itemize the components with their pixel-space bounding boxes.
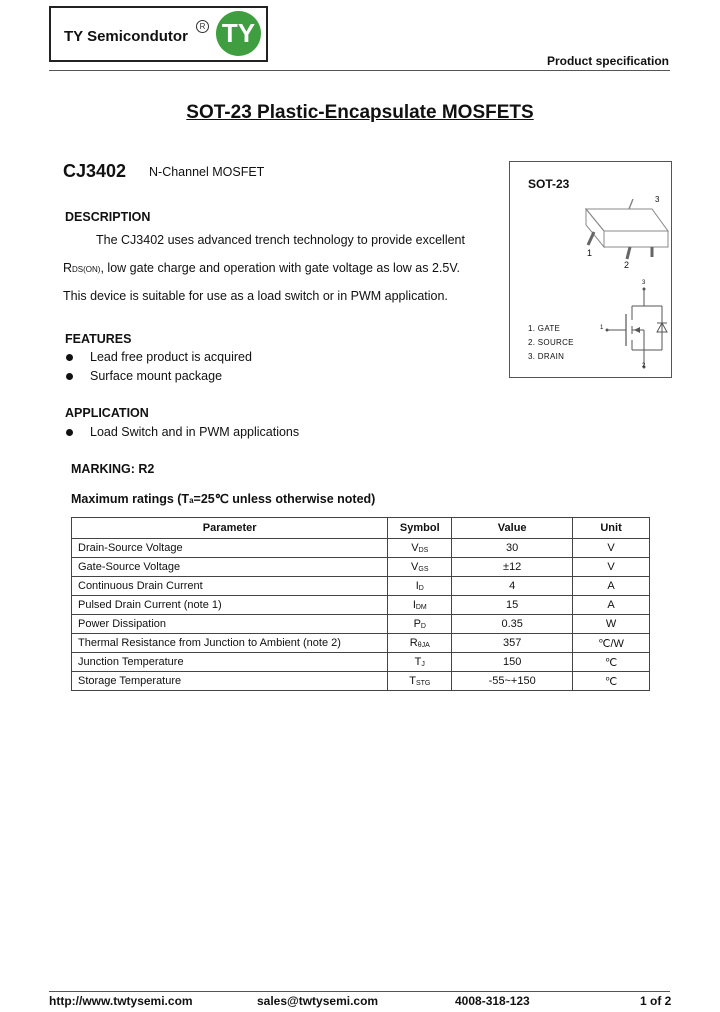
unit-cell: ℃ <box>573 653 650 672</box>
ratings-heading-suffix: =25℃ unless otherwise noted) <box>193 492 376 506</box>
column-header: Parameter <box>72 518 388 539</box>
column-header: Unit <box>573 518 650 539</box>
description-line-3: This device is suitable for use as a load switch or in PWM application. <box>63 289 448 303</box>
page-title: SOT-23 Plastic-Encapsulate MOSFETS <box>186 102 534 123</box>
rdson-symbol: R <box>63 261 73 275</box>
feature-item: Surface mount package <box>90 369 223 383</box>
param-cell: Thermal Resistance from Junction to Ambient (note 2) <box>72 634 388 653</box>
table-header-row <box>72 518 650 539</box>
ratings-heading-subscript: a <box>189 496 194 505</box>
param-cell: Drain-Source Voltage <box>72 539 388 558</box>
sot23-package-icon <box>510 187 671 297</box>
unit-cell: W <box>573 615 650 634</box>
value-cell: 30 <box>452 539 573 558</box>
param-cell: Pulsed Drain Current (note 1) <box>72 596 388 615</box>
email-link[interactable]: sales@twtysemi.com <box>257 994 379 1008</box>
part-type: N-Channel MOSFET <box>149 165 265 179</box>
phone-number: 4008-318-123 <box>455 994 530 1008</box>
value-cell: 150 <box>452 653 573 672</box>
application-item: Load Switch and in PWM applications <box>90 425 300 439</box>
value-cell: 4 <box>452 577 573 596</box>
page-number: 1 of 2 <box>640 994 672 1008</box>
bullet-icon <box>66 429 73 436</box>
symbol-cell: VDS <box>388 539 452 558</box>
schematic-drain-label: 3 <box>642 280 646 286</box>
bullet-icon <box>66 373 73 380</box>
pin-list-item: 2. SOURCE <box>528 338 574 347</box>
table-row <box>72 634 650 653</box>
unit-cell: A <box>573 577 650 596</box>
package-title: SOT-23 <box>528 177 570 191</box>
symbol-cell: IDM <box>388 596 452 615</box>
table-row <box>72 653 650 672</box>
header-divider <box>49 70 670 71</box>
rdson-subscript: DS(ON) <box>72 265 101 274</box>
pin-1-label: 1 <box>587 248 593 258</box>
pin-list-item: 3. DRAIN <box>528 352 565 361</box>
symbol-cell: VGS <box>388 558 452 577</box>
footer-divider <box>49 991 670 992</box>
description-heading: DESCRIPTION <box>65 210 151 224</box>
unit-cell: A <box>573 596 650 615</box>
column-header: Value <box>452 518 573 539</box>
registered-mark-icon: R <box>196 20 209 33</box>
maximum-ratings-table <box>71 517 650 691</box>
ratings-heading-prefix: Maximum ratings (T <box>71 492 190 506</box>
website-link[interactable]: http://www.twtysemi.com <box>49 994 193 1008</box>
symbol-cell: RθJA <box>388 634 452 653</box>
package-diagram <box>509 161 672 378</box>
param-cell: Junction Temperature <box>72 653 388 672</box>
unit-cell: V <box>573 558 650 577</box>
feature-item: Lead free product is acquired <box>90 350 252 364</box>
table-row <box>72 577 650 596</box>
symbol-cell: PD <box>388 615 452 634</box>
product-spec-label: Product specification <box>546 54 669 68</box>
symbol-cell: TJ <box>388 653 452 672</box>
schematic-gate-label: 1 <box>600 325 604 331</box>
symbol-cell: TSTG <box>388 672 452 691</box>
table-row <box>72 615 650 634</box>
value-cell: -55~+150 <box>452 672 573 691</box>
features-heading: FEATURES <box>65 332 132 346</box>
param-cell: Storage Temperature <box>72 672 388 691</box>
mosfet-symbol-icon <box>604 284 674 374</box>
value-cell: 357 <box>452 634 573 653</box>
ratings-heading <box>71 491 375 506</box>
param-cell: Gate-Source Voltage <box>72 558 388 577</box>
column-header: Symbol <box>388 518 452 539</box>
value-cell: 15 <box>452 596 573 615</box>
schematic-source-label: 2 <box>642 363 646 369</box>
pin-list-item: 1. GATE <box>528 324 561 333</box>
company-name: TY Semicondutor <box>64 28 188 45</box>
unit-cell: ℃ <box>573 672 650 691</box>
description-line-1: The CJ3402 uses advanced trench technology to provide excellent <box>96 233 465 247</box>
part-number: CJ3402 <box>63 161 127 181</box>
pin-3-label: 3 <box>655 195 660 204</box>
param-cell: Continuous Drain Current <box>72 577 388 596</box>
table-row <box>72 558 650 577</box>
description-line-2-text: , low gate charge and operation with gate voltage as low as 2.5V. <box>100 261 460 275</box>
value-cell: ±12 <box>452 558 573 577</box>
param-cell: Power Dissipation <box>72 615 388 634</box>
pin-2-label: 2 <box>624 260 630 270</box>
table-row <box>72 596 650 615</box>
symbol-cell: ID <box>388 577 452 596</box>
unit-cell: ℃/W <box>573 634 650 653</box>
marking-label: MARKING: R2 <box>71 462 155 476</box>
bullet-icon <box>66 354 73 361</box>
table-row <box>72 672 650 691</box>
application-heading: APPLICATION <box>65 406 149 420</box>
unit-cell: V <box>573 539 650 558</box>
value-cell: 0.35 <box>452 615 573 634</box>
description-line-2 <box>63 261 460 275</box>
table-row <box>72 539 650 558</box>
company-logo <box>49 6 268 62</box>
ty-logo-icon: TY <box>216 11 261 56</box>
